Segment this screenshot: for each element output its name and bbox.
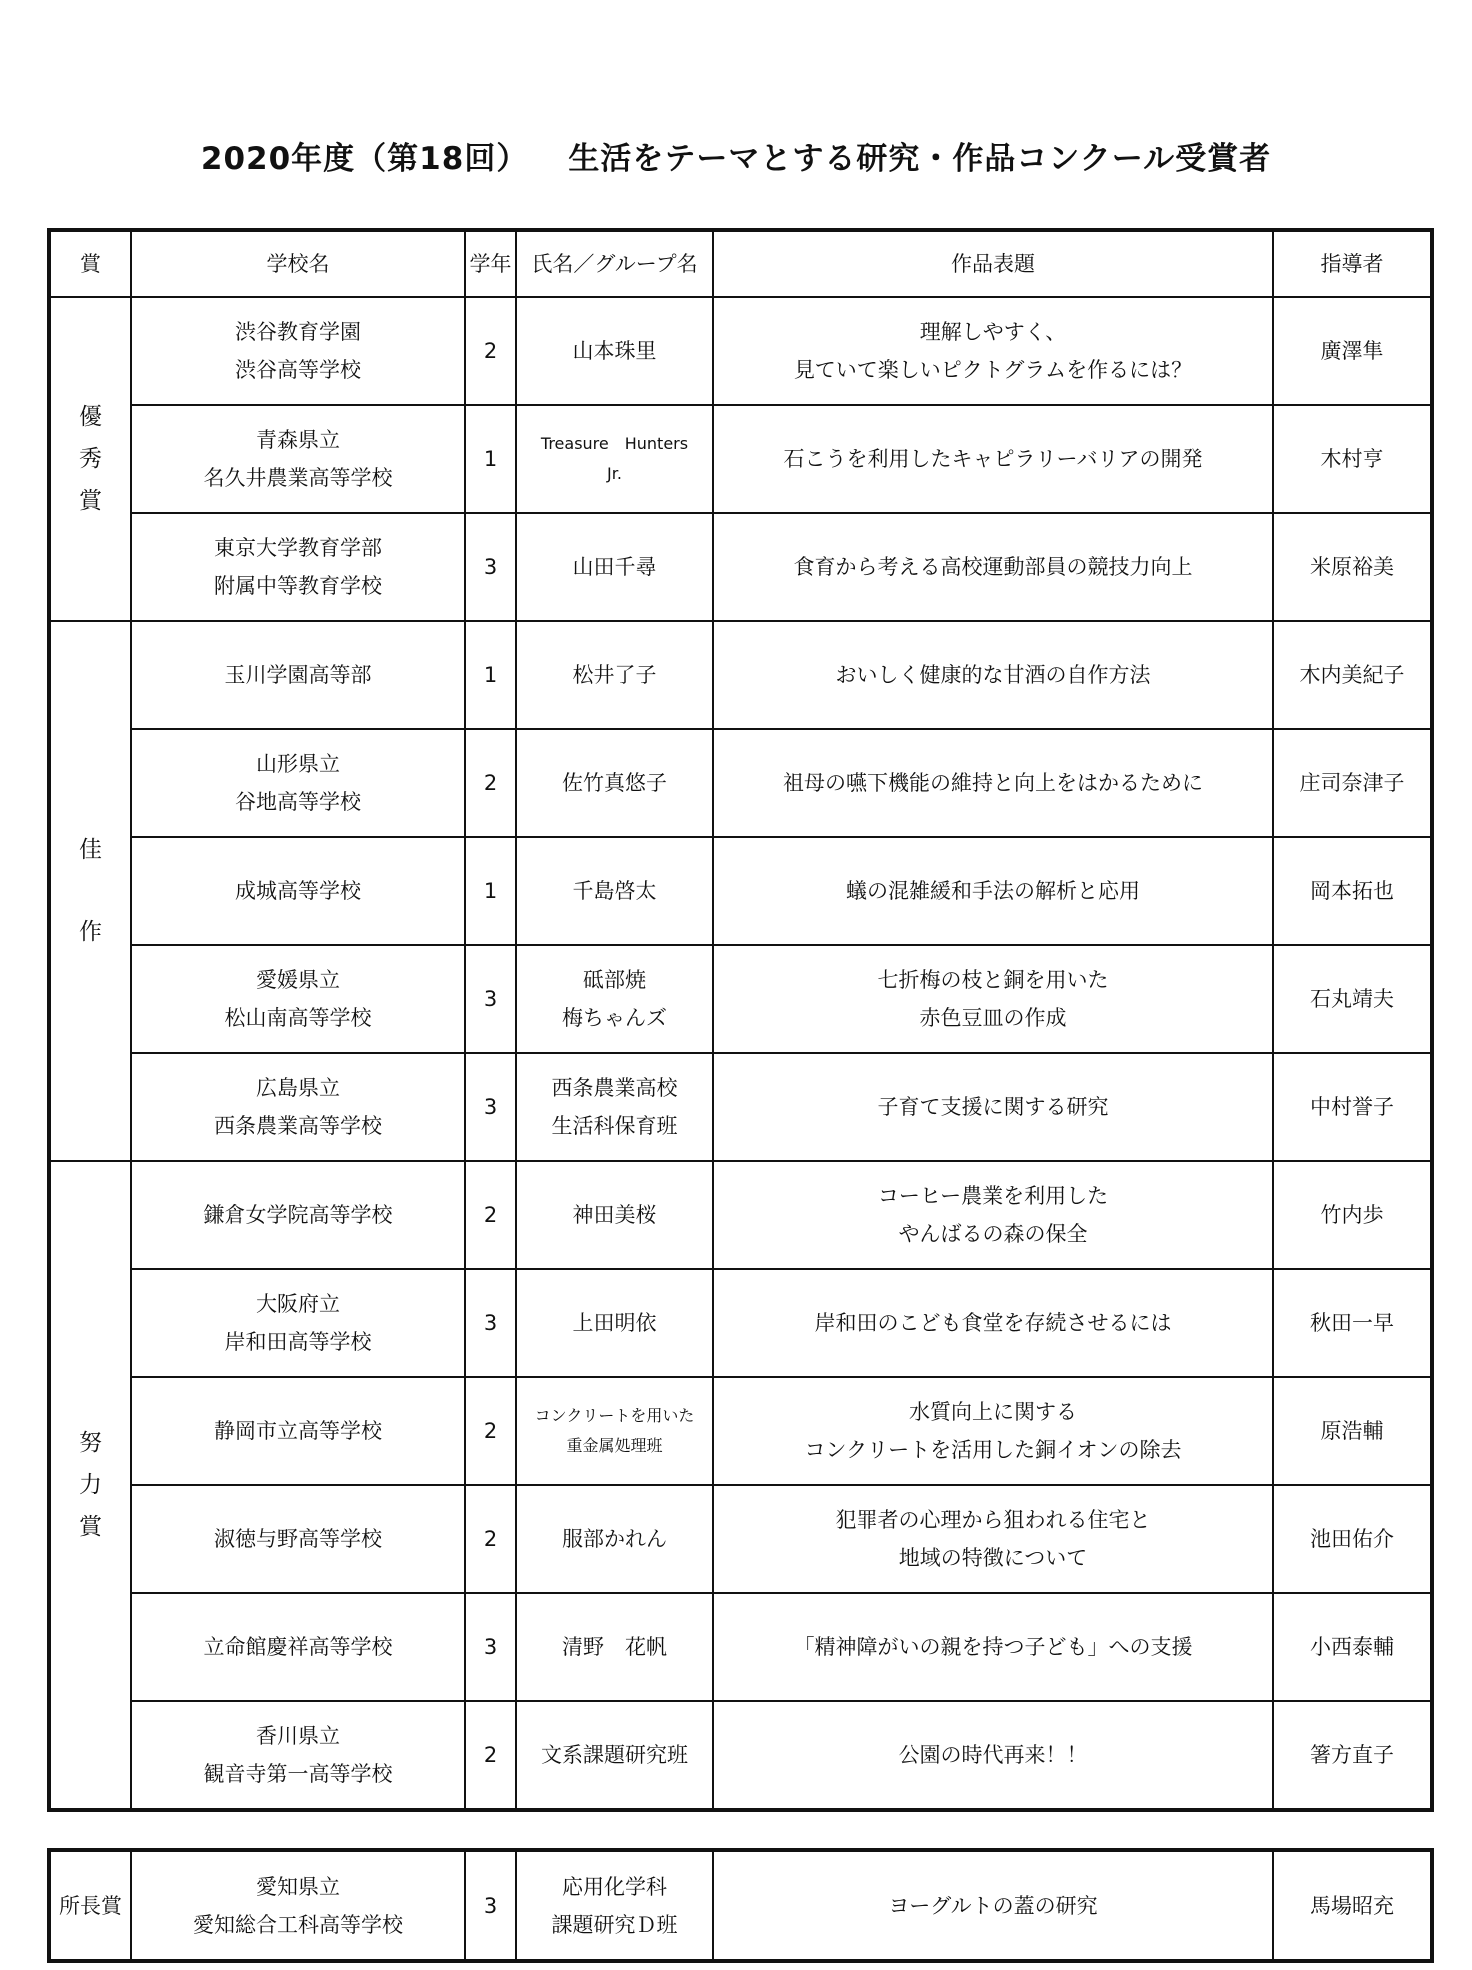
school-cell: 立命館慶祥高等学校 (131, 1593, 465, 1701)
header-school: 学校名 (131, 230, 465, 297)
school-cell: 淑徳与野高等学校 (131, 1485, 465, 1593)
advisor-cell: 中村誉子 (1273, 1053, 1432, 1161)
award-fine-work: 佳 作 (49, 621, 131, 1161)
name-cell: 砥部焼 梅ちゃんズ (516, 945, 713, 1053)
name-cell: 文系課題研究班 (516, 1701, 713, 1810)
name-cell: 神田美桜 (516, 1161, 713, 1269)
work-cell: 「精神障がいの親を持つ子ども」への支援 (713, 1593, 1273, 1701)
work-cell: 石こうを利用したキャピラリーバリアの開発 (713, 405, 1273, 513)
name-cell: コンクリートを用いた 重金属処理班 (516, 1377, 713, 1485)
advisor-cell: 木村亨 (1273, 405, 1432, 513)
advisor-cell: 馬場昭充 (1273, 1850, 1432, 1961)
name-cell: 西条農業高校 生活科保育班 (516, 1053, 713, 1161)
table-row (49, 945, 1432, 1053)
name-cell: 佐竹真悠子 (516, 729, 713, 837)
table-row (49, 1377, 1432, 1485)
school-cell: 山形県立 谷地高等学校 (131, 729, 465, 837)
grade-cell: 1 (465, 621, 516, 729)
grade-cell: 2 (465, 1377, 516, 1485)
table-row (49, 1269, 1432, 1377)
school-cell: 東京大学教育学部 附属中等教育学校 (131, 513, 465, 621)
title-text: 生活をテーマとする研究・作品コンクール受賞者 (568, 141, 1272, 177)
work-cell: 犯罪者の心理から狙われる住宅と 地域の特徴について (713, 1485, 1273, 1593)
grade-cell: 2 (465, 297, 516, 405)
advisor-cell: 小西泰輔 (1273, 1593, 1432, 1701)
grade-cell: 3 (465, 1269, 516, 1377)
table-row (49, 1593, 1432, 1701)
work-cell: 岸和田のこども食堂を存続させるには (713, 1269, 1273, 1377)
table-row (49, 405, 1432, 513)
work-cell: 公園の時代再来！！ (713, 1701, 1273, 1810)
school-cell: 愛知県立 愛知総合工科高等学校 (131, 1850, 465, 1961)
advisor-cell: 箸方直子 (1273, 1701, 1432, 1810)
advisor-cell: 池田佑介 (1273, 1485, 1432, 1593)
work-cell: 食育から考える高校運動部員の競技力向上 (713, 513, 1273, 621)
school-cell: 広島県立 西条農業高等学校 (131, 1053, 465, 1161)
grade-cell: 3 (465, 945, 516, 1053)
table-row (49, 1053, 1432, 1161)
work-cell: 七折梅の枝と銅を用いた 赤色豆皿の作成 (713, 945, 1273, 1053)
header-name: 氏名／グループ名 (516, 230, 713, 297)
page-title (0, 133, 1472, 178)
awards-table (47, 228, 1434, 1812)
advisor-cell: 岡本拓也 (1273, 837, 1432, 945)
name-cell: 山田千尋 (516, 513, 713, 621)
name-cell: 千島啓太 (516, 837, 713, 945)
grade-cell: 2 (465, 1485, 516, 1593)
table-header-row (49, 230, 1432, 297)
school-cell: 玉川学園高等部 (131, 621, 465, 729)
work-cell: 子育て支援に関する研究 (713, 1053, 1273, 1161)
school-cell: 成城高等学校 (131, 837, 465, 945)
work-cell: 理解しやすく、 見ていて楽しいピクトグラムを作るには？ (713, 297, 1273, 405)
school-cell: 大阪府立 岸和田高等学校 (131, 1269, 465, 1377)
name-cell: Treasure Hunters Jr. (516, 405, 713, 513)
advisor-cell: 廣澤隼 (1273, 297, 1432, 405)
advisor-cell: 竹内歩 (1273, 1161, 1432, 1269)
advisor-cell: 米原裕美 (1273, 513, 1432, 621)
grade-cell: 1 (465, 837, 516, 945)
table-row (49, 1161, 1432, 1269)
table-row (49, 837, 1432, 945)
school-cell: 香川県立 観音寺第一高等学校 (131, 1701, 465, 1810)
work-cell: ヨーグルトの蓋の研究 (713, 1850, 1273, 1961)
grade-cell: 1 (465, 405, 516, 513)
advisor-cell: 木内美紀子 (1273, 621, 1432, 729)
award-effort: 努 力 賞 (49, 1161, 131, 1810)
award-excellence: 優 秀 賞 (49, 297, 131, 621)
school-cell: 青森県立 名久井農業高等学校 (131, 405, 465, 513)
work-cell: 水質向上に関する コンクリートを活用した銅イオンの除去 (713, 1377, 1273, 1485)
advisor-cell: 原浩輔 (1273, 1377, 1432, 1485)
grade-cell: 3 (465, 1593, 516, 1701)
director-award-table (47, 1848, 1434, 1963)
title-year: 2020年度（第18回） (200, 141, 529, 177)
advisor-cell: 石丸靖夫 (1273, 945, 1432, 1053)
advisor-cell: 秋田一早 (1273, 1269, 1432, 1377)
table-row (49, 1850, 1432, 1961)
grade-cell: 3 (465, 1850, 516, 1961)
name-cell: 服部かれん (516, 1485, 713, 1593)
header-work: 作品表題 (713, 230, 1273, 297)
name-cell: 上田明依 (516, 1269, 713, 1377)
table-row (49, 729, 1432, 837)
school-cell: 鎌倉女学院高等学校 (131, 1161, 465, 1269)
school-cell: 渋谷教育学園 渋谷高等学校 (131, 297, 465, 405)
table-row (49, 1701, 1432, 1810)
grade-cell: 3 (465, 1053, 516, 1161)
table-row (49, 513, 1432, 621)
grade-cell: 2 (465, 1701, 516, 1810)
header-grade: 学年 (465, 230, 516, 297)
grade-cell: 2 (465, 1161, 516, 1269)
grade-cell: 2 (465, 729, 516, 837)
school-cell: 静岡市立高等学校 (131, 1377, 465, 1485)
name-cell: 応用化学科 課題研究Ｄ班 (516, 1850, 713, 1961)
work-cell: おいしく健康的な甘酒の自作方法 (713, 621, 1273, 729)
name-cell: 山本珠里 (516, 297, 713, 405)
table-row (49, 297, 1432, 405)
work-cell: 祖母の嚥下機能の維持と向上をはかるために (713, 729, 1273, 837)
name-cell: 松井了子 (516, 621, 713, 729)
name-cell: 清野 花帆 (516, 1593, 713, 1701)
grade-cell: 3 (465, 513, 516, 621)
work-cell: コーヒー農業を利用した やんばるの森の保全 (713, 1161, 1273, 1269)
table-row (49, 1485, 1432, 1593)
header-award: 賞 (49, 230, 131, 297)
advisor-cell: 庄司奈津子 (1273, 729, 1432, 837)
work-cell: 蟻の混雑緩和手法の解析と応用 (713, 837, 1273, 945)
school-cell: 愛媛県立 松山南高等学校 (131, 945, 465, 1053)
award-director: 所長賞 (49, 1850, 131, 1961)
header-advisor: 指導者 (1273, 230, 1432, 297)
table-row (49, 621, 1432, 729)
